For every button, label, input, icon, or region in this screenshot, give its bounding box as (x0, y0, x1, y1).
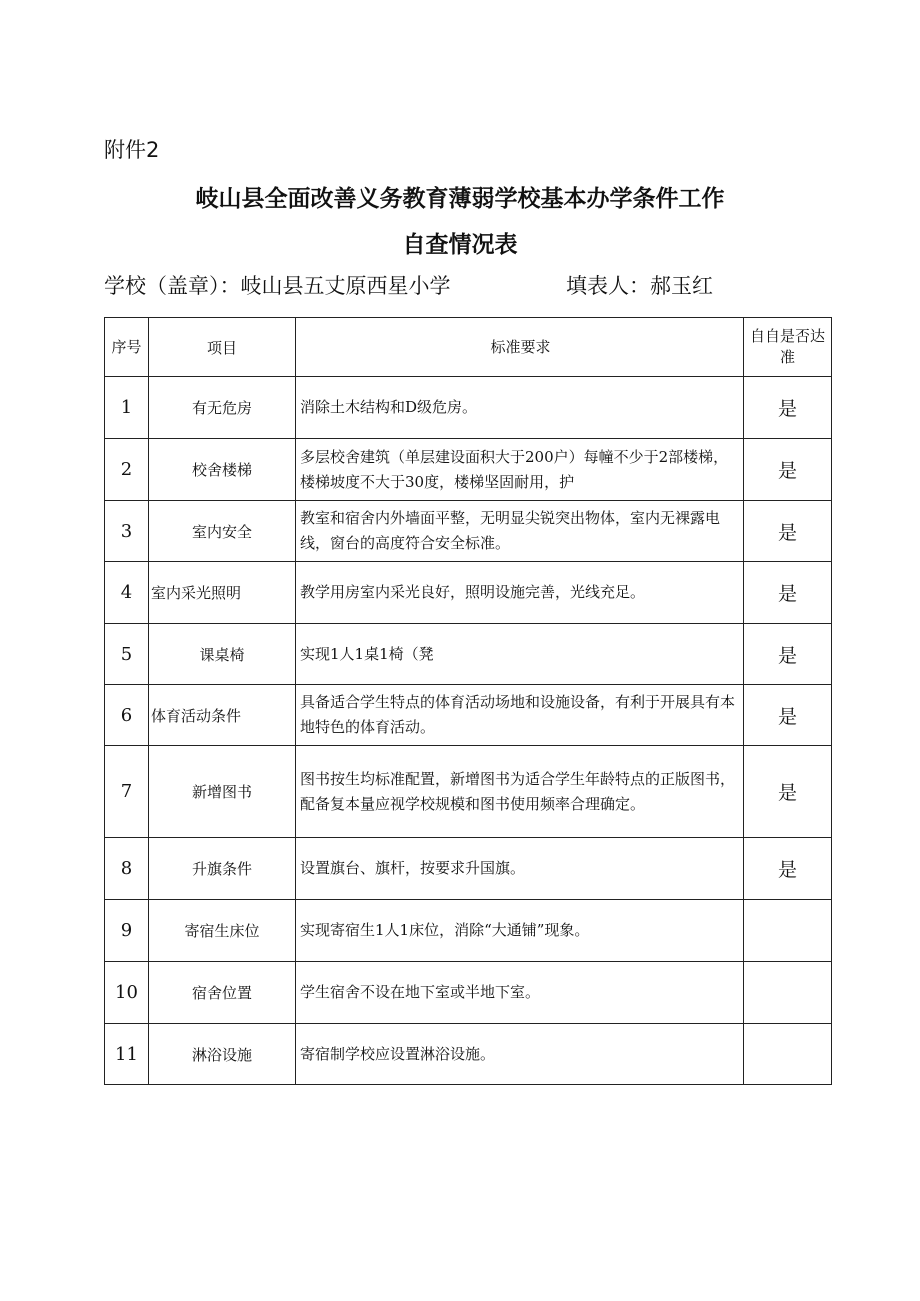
row-standard: 多层校舍建筑（单层建设面积大于200户）每幢不少于2部楼梯，楼梯坡度不大于30度，楼梯坚固耐用，护 (296, 439, 744, 501)
table-row (105, 962, 832, 1024)
row-standard: 设置旗台、旗杆，按要求升国旗。 (296, 838, 744, 900)
header-item: 项目 (149, 318, 296, 377)
row-no: 3 (105, 501, 149, 562)
row-result: 是 (744, 746, 832, 838)
row-item: 室内采光照明 (149, 562, 296, 624)
row-result: 是 (744, 624, 832, 685)
table-row (105, 562, 832, 624)
document-title-line1: 岐山县全面改善义务教育薄弱学校基本办学条件工作 (195, 186, 725, 212)
row-no: 11 (105, 1024, 149, 1085)
row-result (744, 962, 832, 1024)
row-result: 是 (744, 838, 832, 900)
row-item: 寄宿生床位 (149, 900, 296, 962)
row-no: 7 (105, 746, 149, 838)
table-row (105, 439, 832, 501)
table-row (105, 377, 832, 439)
row-no: 8 (105, 838, 149, 900)
document-title-line2: 自查情况表 (402, 232, 518, 258)
table-row (105, 746, 832, 838)
header-standard: 标准要求 (296, 318, 744, 377)
row-item: 体育活动条件 (149, 685, 296, 746)
row-standard: 实现1人1桌1椅（凳 (296, 624, 744, 685)
row-result: 是 (744, 377, 832, 439)
row-no: 6 (105, 685, 149, 746)
row-no: 10 (105, 962, 149, 1024)
school-info-line (104, 270, 824, 300)
row-result (744, 1024, 832, 1085)
row-standard: 图书按生均标准配置，新增图书为适合学生年龄特点的正版图书，配备复本量应视学校规模和图书使用频率合理确定。 (296, 746, 744, 838)
row-standard: 消除土木结构和D级危房。 (296, 377, 744, 439)
school-label: 学校（盖章）：岐山县五丈原西星小学 (104, 274, 451, 298)
table-header-row (105, 318, 832, 377)
table-row (105, 1024, 832, 1085)
row-result: 是 (744, 501, 832, 562)
row-no: 1 (105, 377, 149, 439)
row-item: 淋浴设施 (149, 1024, 296, 1085)
row-standard: 教学用房室内采光良好，照明设施完善，光线充足。 (296, 562, 744, 624)
row-result: 是 (744, 685, 832, 746)
row-item: 室内安全 (149, 501, 296, 562)
row-result: 是 (744, 439, 832, 501)
row-item: 宿舍位置 (149, 962, 296, 1024)
header-no: 序号 (105, 318, 149, 377)
row-item: 新增图书 (149, 746, 296, 838)
attachment-label: 附件2 (104, 138, 160, 162)
row-standard: 实现寄宿生1人1床位，消除“大通铺”现象。 (296, 900, 744, 962)
row-standard: 教室和宿舍内外墙面平整，无明显尖锐突出物体，室内无裸露电线，窗台的高度符合安全标准。 (296, 501, 744, 562)
table-row (105, 838, 832, 900)
row-result: 是 (744, 562, 832, 624)
table-row (105, 685, 832, 746)
row-no: 5 (105, 624, 149, 685)
row-item: 升旗条件 (149, 838, 296, 900)
table-row (105, 900, 832, 962)
row-no: 9 (105, 900, 149, 962)
row-no: 2 (105, 439, 149, 501)
row-result (744, 900, 832, 962)
table-row (105, 501, 832, 562)
checklist-table (104, 317, 832, 1085)
row-standard: 学生宿舍不设在地下室或半地下室。 (296, 962, 744, 1024)
filler-label: 填表人：郝玉红 (566, 274, 713, 298)
table-row (105, 624, 832, 685)
header-result: 自自是否达准 (744, 318, 832, 377)
row-item: 有无危房 (149, 377, 296, 439)
row-item: 校舍楼梯 (149, 439, 296, 501)
row-no: 4 (105, 562, 149, 624)
row-standard: 具备适合学生特点的体育活动场地和设施设备，有利于开展具有本地特色的体育活动。 (296, 685, 744, 746)
row-item: 课桌椅 (149, 624, 296, 685)
row-standard: 寄宿制学校应设置淋浴设施。 (296, 1024, 744, 1085)
